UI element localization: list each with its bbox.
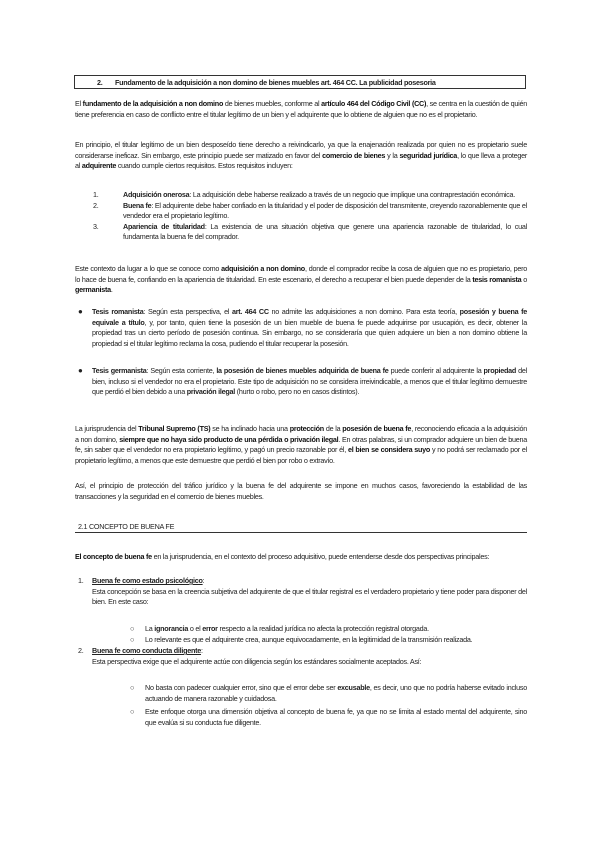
paragraph-principio: En principio, el titular legítimo de un bien desposeído tiene derecho a reivindicarlo, ya que la enajenación realizada por quien no es propietario suele considerarse ineficaz. Sin embargo, este principio puede ser matizado en favor del comercio de bienes y la seguridad jurídica, lo que lleva a proteger al adquirente cuando cumple ciertos requisitos. Estos requisitos incluyen: <box>75 140 527 171</box>
paragraph-conclusion: Así, el principio de protección del tráfico jurídico y la buena fe del adquirente se impone en muchos casos, favoreciendo la estabilidad de las transacciones y la seguridad en el comercio de bienes muebles. <box>75 481 527 501</box>
sub-item: ○ La ignorancia o el error respecto a la realidad jurídica no afecta la protección registral otorgada. <box>130 624 429 633</box>
bullet-tesis-romanista: ● Tesis romanista: Según esta perspectiva, el art. 464 CC no admite las adquisiciones a non domino. Para esta teoría, posesión y buena fe equivale a título, y, por tanto, quien tiene la posesión de un bien mueble de buena fe puede adquirirse por usucapión, es decir, obtener la propiedad tras un cierto período de posesión continua. Sin embargo, no se consideraría que quien adquiere un bien a non domino obtiene la propiedad si el titular legítimo reclama la cosa, pudiendo el titular recuperar la posesión. <box>78 307 527 348</box>
requirements-list <box>75 190 527 243</box>
paragraph-fundamento: El fundamento de la adquisición a non domino de bienes muebles, conforme al artículo 464 del Código Civil (CC), se centra en la cuestión de quién tiene preferencia en caso de conflicto entre el titular legítimo de un bien y el adquirente que lo obtiene de alguien que no es el propietario. <box>75 99 528 119</box>
sub-item: ○ No basta con padecer cualquier error, sino que el error debe ser excusable, es decir, uno que no podría haberse evitado incluso actuando de manera razonable y cuidadosa. <box>130 683 527 703</box>
bullet-tesis-germanista: ● Tesis germanista: Según esta corriente, la posesión de bienes muebles adquirida de buena fe puede conferir al adquirente la propiedad del bien, incluso si el vendedor no era el propietario. Este tipo de adquisición no se considera irreivindicable, a menos que el titular legítimo demuestre que perdió el bien debido a una privación ilegal (hurto o robo, pero no en casos distintos). <box>78 366 527 397</box>
section-title-box <box>74 75 526 89</box>
perspective-diligente: 2. Buena fe como conducta diligente: Esta perspectiva exige que el adquirente actúe con diligencia según los estándares socialmente aceptados. Así: <box>78 646 422 666</box>
section-heading-2-1: 2.1 CONCEPTO DE BUENA FE <box>75 521 527 533</box>
perspective-psicologico: 1. Buena fe como estado psicológico: Esta concepción se basa en la creencia subjetiva del adquirente de que el titular registral es el verdadero propietario y tiene poder para disponer del bien. En este caso: <box>78 576 527 607</box>
paragraph-concepto: El concepto de buena fe en la jurisprudencia, en el contexto del proceso adquisitivo, puede entenderse desde dos perspectivas principales: <box>75 552 490 561</box>
sub-item: ○ Este enfoque otorga una dimensión objetiva al concepto de buena fe, ya que no se limita al estado mental del adquirente, sino que evalúa si su conducta fue diligente. <box>130 707 527 727</box>
section-number: 2. <box>97 78 103 87</box>
sub-item: ○ Lo relevante es que el adquirente crea, aunque equivocadamente, en la legitimidad de la transmisión realizada. <box>130 635 473 644</box>
bullet-marker: ● <box>78 366 83 375</box>
paragraph-jurisprudencia: La jurisprudencia del Tribunal Supremo (TS) se ha inclinado hacia una protección de la posesión de buena fe, reconociendo eficacia a la adquisición a non domino, siempre que no haya sido producto de una pérdida o privación ilegal. En otras palabras, si un comprador adquiere un bien de buena fe, sin saber que el vendedor no era propietario legítimo, y pagó un precio razonable por él, el bien se considera suyo y no podrá ser reclamado por el propietario legítimo, a menos que este demuestre que perdió el bien por robo o extravío. <box>75 424 528 465</box>
paragraph-contexto: Este contexto da lugar a lo que se conoce como adquisición a non domino, donde el comprador recibe la cosa de alguien que no es propietario, pero lo hace de buena fe, confiando en la apariencia de titularidad. En este escenario, el derecho a recuperar el bien puede depender de la tesis romanista o germanista. <box>75 264 528 295</box>
section-title: Fundamento de la adquisición a non domino de bienes muebles art. 464 CC. La publicidad posesoria <box>115 78 436 87</box>
list-item: 1. Adquisición onerosa: La adquisición debe haberse realizado a través de un negocio que implique una contraprestación económica. <box>93 190 516 199</box>
bullet-marker: ● <box>78 307 83 316</box>
list-item: 3. Apariencia de titularidad: La existencia de una situación objetiva que genere una apariencia razonable de titularidad, lo cual fundamenta la buena fe del comprador. <box>93 221 527 242</box>
list-item: 2. Buena fe: El adquirente debe haber confiado en la titularidad y el poder de disposición del transmitente, creyendo razonablemente que el vendedor era el propietario legítimo. <box>93 200 527 221</box>
